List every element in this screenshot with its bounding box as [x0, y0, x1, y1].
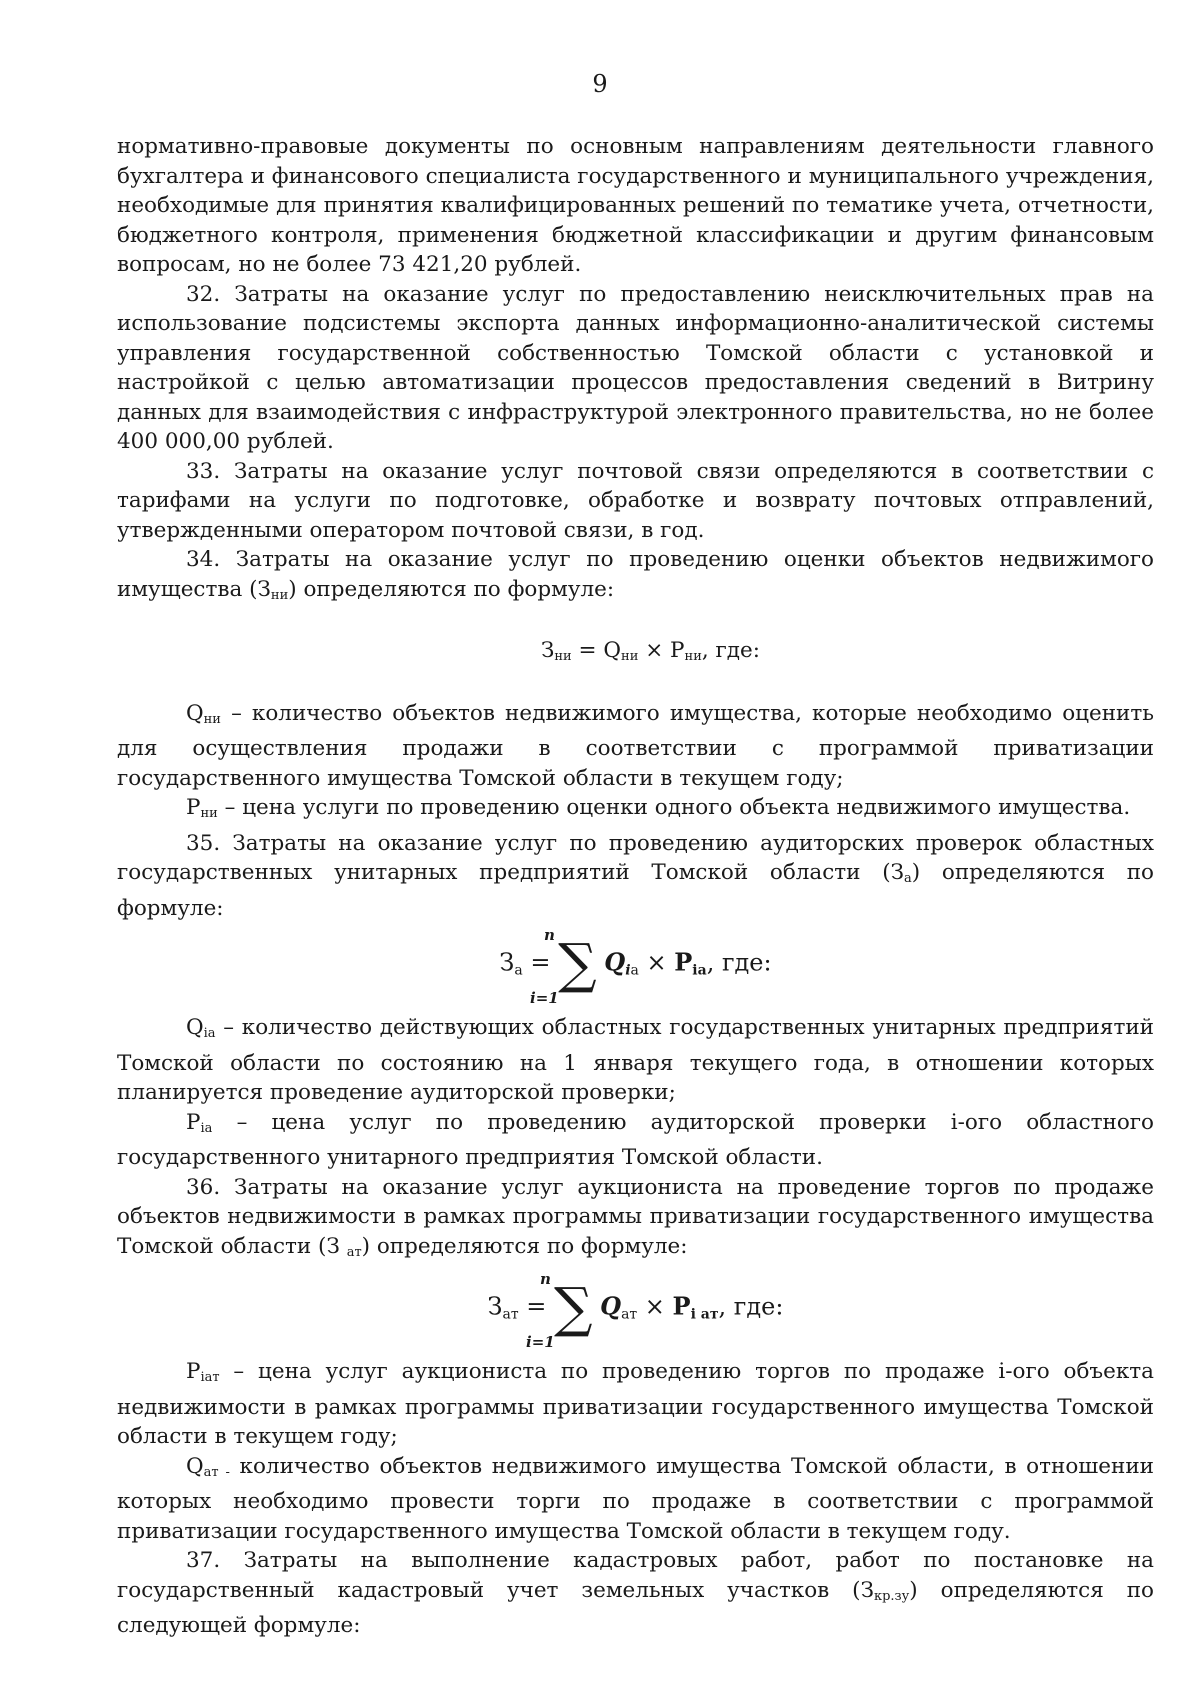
- definition-p-ni-text: – цена услуги по проведению оценки одного объекта недвижимого имущества.: [217, 795, 1131, 820]
- paragraph-33: 33. Затраты на оказание услуг почтовой связи определяются в соответствии с тарифами на услуги по подготовке, обработке и возврату почтовых отправлений, утвержденными оператором почтовой связи, в год.: [117, 458, 1154, 543]
- paragraph-34-text: 34. Затраты на оказание услуг по проведению оценки объектов недвижимого имущества (З: [117, 547, 1154, 602]
- paragraph-37-sub: кр.зу: [873, 1588, 910, 1604]
- paragraph-34-sub: ни: [270, 587, 289, 603]
- paragraph-35-text: 35. Затраты на оказание услуг по проведению аудиторских проверок областных государственных унитарных предприятий Томской области (З: [117, 830, 1154, 885]
- definition-q-ni: [117, 699, 1154, 794]
- formula-36-upper-limit: n: [540, 1270, 551, 1288]
- definition-q-ni-text: – количество объектов недвижимого имущества, которые необходимо оценить для осуществления продажи в соответствии с программой приватизации государственного имущества Томской области в текущем году;: [117, 700, 1154, 791]
- definition-q-ia: [117, 1013, 1154, 1108]
- formula-35-p: P: [674, 947, 693, 977]
- definition-p-ni-sub: ни: [200, 806, 218, 821]
- formula-35: [117, 927, 1154, 1007]
- formula-35-q: Q: [604, 947, 626, 977]
- formula-35-lower-limit: i=1: [530, 989, 559, 1007]
- paragraph-37-tail: ) определяются по следующей формуле:: [117, 1577, 1154, 1638]
- definition-q-ni-symbol: Q: [186, 700, 204, 726]
- formula-34-p-sub: ни: [684, 649, 702, 664]
- definition-q-at-symbol: Q: [186, 1453, 204, 1479]
- definition-p-ni-symbol: Р: [186, 795, 201, 820]
- paragraph-34-tail: ) определяются по формуле:: [288, 576, 615, 602]
- formula-35-q-i: i: [625, 962, 631, 979]
- formula-35-eq: =: [522, 948, 559, 977]
- formula-35-tail: , где:: [706, 948, 772, 977]
- formula-35-upper-limit: n: [544, 926, 555, 944]
- formula-34-z: З: [540, 638, 555, 663]
- definition-p-ia: [117, 1108, 1154, 1173]
- formula-35-p-sub: iа: [692, 962, 707, 979]
- definition-p-iat-symbol: Р: [186, 1359, 201, 1384]
- page-number: 9: [592, 70, 608, 98]
- definition-p-ia-text: – цена услуг по проведению аудиторской проверки i-ого областного государственного унитарного предприятия Томской области.: [117, 1109, 1154, 1170]
- document-body: [117, 132, 1154, 1641]
- definition-p-ia-sub: iа: [200, 1120, 213, 1136]
- paragraph-35: [117, 829, 1154, 924]
- formula-35-z: З: [499, 948, 515, 977]
- formula-36-times: ×: [637, 1292, 673, 1321]
- definition-p-ni: [117, 793, 1154, 829]
- formula-34-tail: , где:: [701, 638, 761, 663]
- paragraph-34: [117, 545, 1154, 610]
- definition-p-iat-sub: iат: [200, 1370, 220, 1385]
- formula-35-q-sub: а: [630, 962, 639, 979]
- paragraph-36-text: 36. Затраты на оказание услуг аукциониста на проведение торгов по продаже объектов недвижимости в рамках программы приватизации государственного имущества Томской области (З: [117, 1174, 1154, 1259]
- definition-q-at-sub: ат -: [203, 1464, 230, 1480]
- formula-35-times: ×: [638, 948, 675, 977]
- definition-p-iat: [117, 1357, 1154, 1452]
- definition-q-ia-sub: iа: [203, 1026, 216, 1041]
- paragraph-36-sub: ат: [346, 1244, 362, 1260]
- paragraph-36: [117, 1173, 1154, 1268]
- paragraph-32: 32. Затраты на оказание услуг по предоставлению неисключительных прав на использование подсистемы экспорта данных информационно-аналитической системы управления государственной собственностью Томской области с установкой и настройкой с целью автоматизации процессов предоставления сведений в Витрину данных для взаимодействия с инфраструктурой электронного правительства, но не более 400 000,00 рублей.: [117, 281, 1154, 454]
- formula-36-q-sub: ат: [621, 1306, 638, 1323]
- paragraph-37: [117, 1546, 1154, 1641]
- formula-34: [117, 636, 1154, 672]
- formula-34-q-sub: ни: [621, 649, 639, 664]
- definition-q-at-text: количество объектов недвижимого имущества Томской области, в отношении которых необходимо провести торги по продаже в соответствии с программой приватизации государственного имущества Томской области в текущем году.: [117, 1453, 1155, 1544]
- formula-36-eq: =: [518, 1292, 554, 1321]
- formula-35-row: [117, 932, 1154, 995]
- definition-q-ia-text: – количество действующих областных государственных унитарных предприятий Томской области по состоянию на 1 января текущего года, в отношении которых планируется проведение аудиторской проверки;: [117, 1015, 1154, 1105]
- paragraph-continued: нормативно-правовые документы по основным направлениям деятельности главного бухгалтера и финансового специалиста государственного и муниципального учреждения, необходимые для принятия квалифицированных решений по тематике учета, отчетности, бюджетного контроля, применения бюджетной классификации и другим финансовым вопросам, но не более 73 421,20 рублей.: [117, 134, 1154, 277]
- definition-q-ni-sub: ни: [203, 711, 221, 727]
- definition-p-ia-symbol: Р: [186, 1109, 201, 1135]
- sum-sign-icon: ∑: [558, 932, 597, 995]
- formula-36-row: [117, 1276, 1154, 1339]
- formula-36-z: З: [487, 1292, 503, 1321]
- formula-36: [117, 1271, 1154, 1351]
- sum-sign-icon: ∑: [553, 1276, 593, 1339]
- definition-p-iat-text: – цена услуг аукциониста по проведению торгов по продаже i-ого объекта недвижимости в рамках программы приватизации государственного имущества Томской области в текущем году;: [117, 1359, 1154, 1449]
- paragraph-35-sub: а: [904, 871, 912, 886]
- formula-36-tail: , где:: [718, 1292, 784, 1321]
- paragraph-36-tail: ) определяются по формуле:: [361, 1233, 688, 1259]
- formula-36-lower-limit: i=1: [526, 1333, 555, 1351]
- formula-35-z-sub: а: [514, 962, 523, 979]
- formula-34-eq: = Q: [571, 638, 622, 663]
- formula-36-p-sub: i ат: [690, 1306, 719, 1323]
- formula-34-z-sub: ни: [554, 649, 572, 664]
- formula-34-times: × Р: [638, 638, 685, 663]
- paragraph-35-tail: ) определяются по формуле:: [117, 860, 1155, 921]
- definition-q-ia-symbol: Q: [186, 1015, 204, 1040]
- paragraph-37-text: 37. Затраты на выполнение кадастровых работ, работ по постановке на государственный кадастровый учет земельных участков (З: [117, 1548, 1154, 1603]
- formula-36-q: Q: [600, 1291, 622, 1321]
- formula-36-z-sub: ат: [502, 1306, 519, 1323]
- formula-36-p: P: [672, 1291, 691, 1321]
- definition-q-at: [117, 1452, 1154, 1547]
